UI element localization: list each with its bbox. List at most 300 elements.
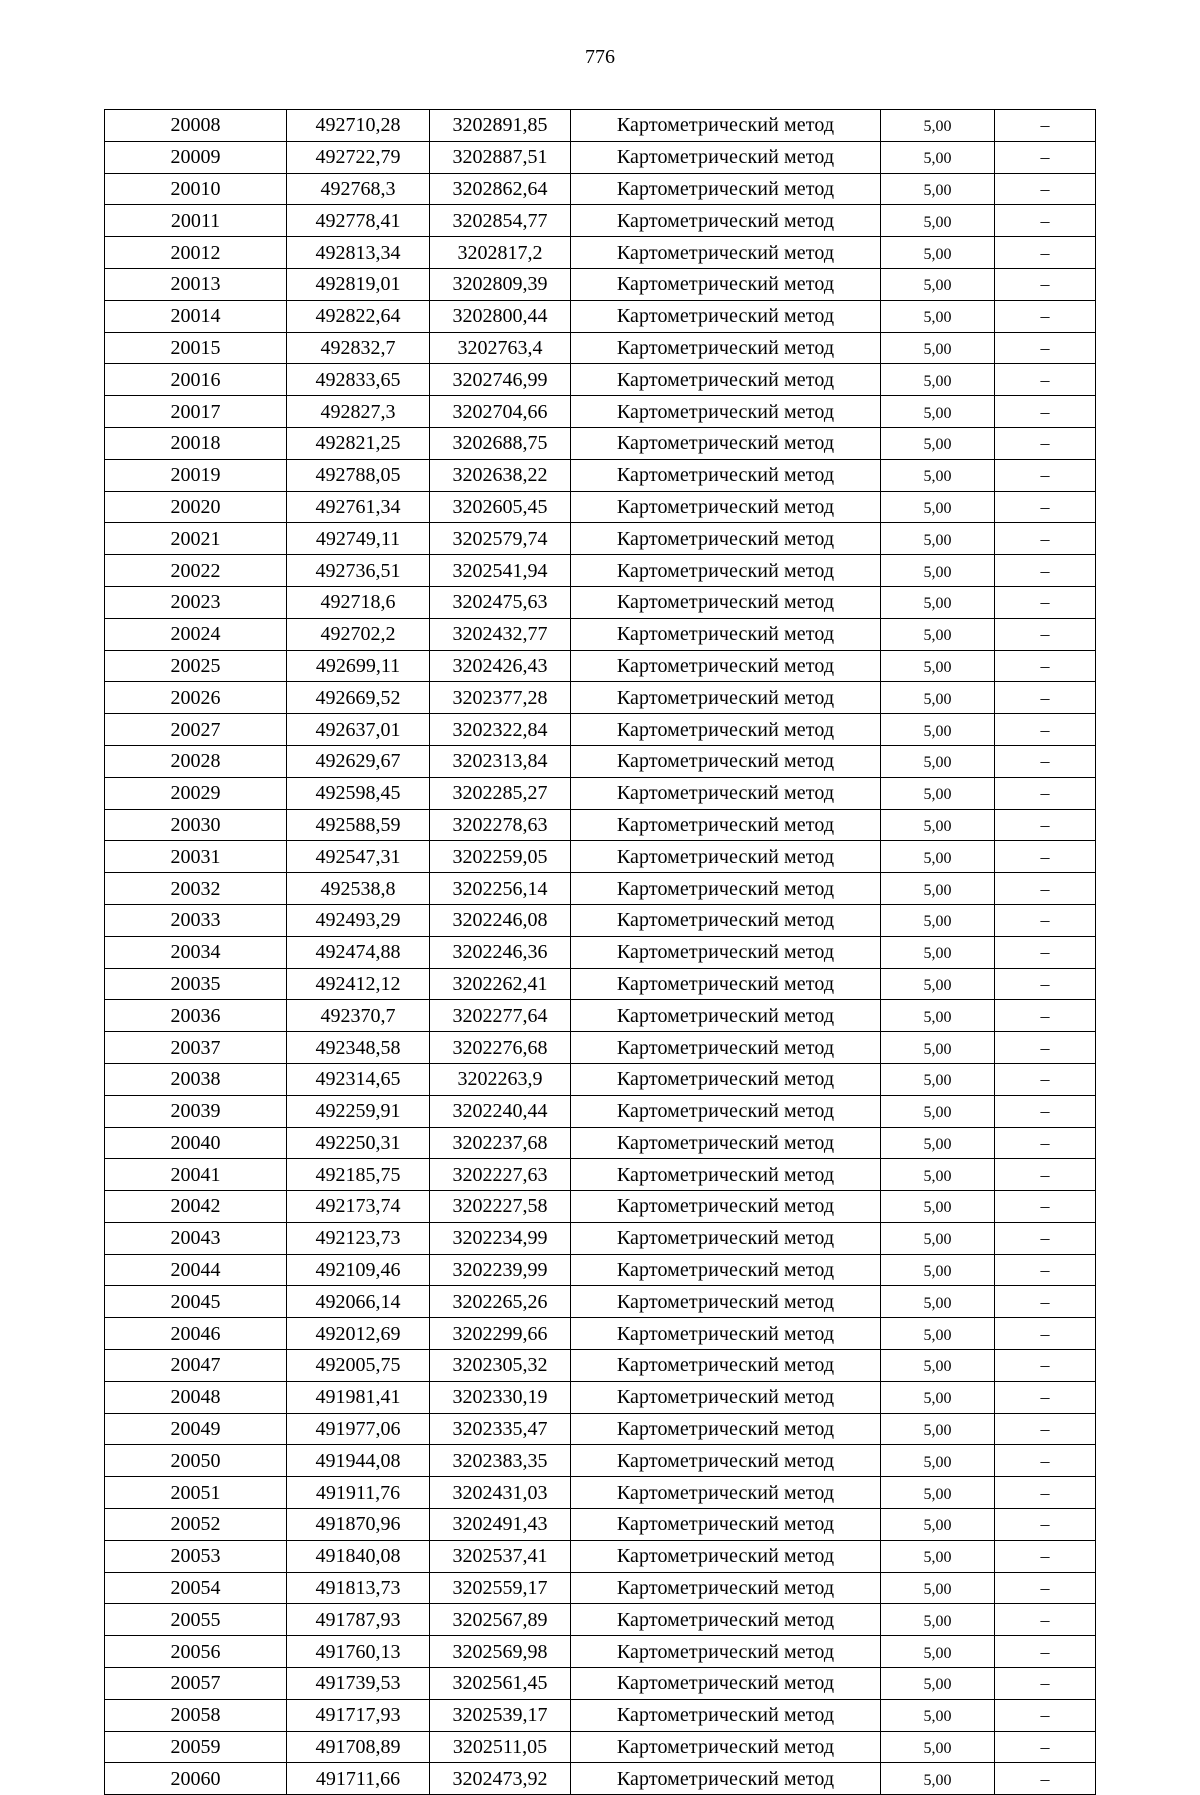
description-cell: – xyxy=(995,1350,1096,1382)
x-coordinate-cell: 492736,51 xyxy=(287,555,430,587)
method-cell: Картометрический метод xyxy=(571,618,881,650)
point-number-cell: 20044 xyxy=(105,1254,287,1286)
method-cell: Картометрический метод xyxy=(571,364,881,396)
table-row xyxy=(105,1381,1096,1413)
y-coordinate-cell: 3202605,45 xyxy=(430,491,571,523)
x-coordinate-cell: 492547,31 xyxy=(287,841,430,873)
description-cell: – xyxy=(995,809,1096,841)
y-coordinate-cell: 3202638,22 xyxy=(430,459,571,491)
y-coordinate-cell: 3202299,66 xyxy=(430,1318,571,1350)
table-row xyxy=(105,968,1096,1000)
table-row xyxy=(105,1731,1096,1763)
method-cell: Картометрический метод xyxy=(571,777,881,809)
method-cell: Картометрический метод xyxy=(571,205,881,237)
table-row xyxy=(105,1063,1096,1095)
method-cell: Картометрический метод xyxy=(571,427,881,459)
accuracy-cell: 5,00 xyxy=(881,968,995,1000)
y-coordinate-cell: 3202335,47 xyxy=(430,1413,571,1445)
point-number-cell: 20040 xyxy=(105,1127,287,1159)
point-number-cell: 20019 xyxy=(105,459,287,491)
x-coordinate-cell: 492629,67 xyxy=(287,745,430,777)
table-body xyxy=(105,110,1096,1795)
description-cell: – xyxy=(995,1413,1096,1445)
y-coordinate-cell: 3202561,45 xyxy=(430,1668,571,1700)
accuracy-cell: 5,00 xyxy=(881,809,995,841)
table-row xyxy=(105,1286,1096,1318)
accuracy-cell: 5,00 xyxy=(881,650,995,682)
point-number-cell: 20030 xyxy=(105,809,287,841)
y-coordinate-cell: 3202256,14 xyxy=(430,873,571,905)
description-cell: – xyxy=(995,1095,1096,1127)
table-row xyxy=(105,364,1096,396)
x-coordinate-cell: 491711,66 xyxy=(287,1763,430,1795)
accuracy-cell: 5,00 xyxy=(881,745,995,777)
description-cell: – xyxy=(995,1318,1096,1350)
point-number-cell: 20028 xyxy=(105,745,287,777)
method-cell: Картометрический метод xyxy=(571,968,881,1000)
x-coordinate-cell: 492761,34 xyxy=(287,491,430,523)
accuracy-cell: 5,00 xyxy=(881,1318,995,1350)
table-row xyxy=(105,555,1096,587)
accuracy-cell: 5,00 xyxy=(881,1604,995,1636)
x-coordinate-cell: 492813,34 xyxy=(287,237,430,269)
accuracy-cell: 5,00 xyxy=(881,1000,995,1032)
x-coordinate-cell: 491739,53 xyxy=(287,1668,430,1700)
method-cell: Картометрический метод xyxy=(571,1413,881,1445)
table-row xyxy=(105,110,1096,142)
description-cell: – xyxy=(995,1477,1096,1509)
point-number-cell: 20042 xyxy=(105,1191,287,1223)
point-number-cell: 20035 xyxy=(105,968,287,1000)
point-number-cell: 20017 xyxy=(105,396,287,428)
method-cell: Картометрический метод xyxy=(571,1318,881,1350)
method-cell: Картометрический метод xyxy=(571,873,881,905)
y-coordinate-cell: 3202377,28 xyxy=(430,682,571,714)
x-coordinate-cell: 492699,11 xyxy=(287,650,430,682)
accuracy-cell: 5,00 xyxy=(881,141,995,173)
table-row xyxy=(105,1095,1096,1127)
point-number-cell: 20057 xyxy=(105,1668,287,1700)
x-coordinate-cell: 492185,75 xyxy=(287,1159,430,1191)
accuracy-cell: 5,00 xyxy=(881,491,995,523)
x-coordinate-cell: 492412,12 xyxy=(287,968,430,1000)
table-row xyxy=(105,300,1096,332)
y-coordinate-cell: 3202431,03 xyxy=(430,1477,571,1509)
point-number-cell: 20037 xyxy=(105,1032,287,1064)
point-number-cell: 20054 xyxy=(105,1572,287,1604)
method-cell: Картометрический метод xyxy=(571,1509,881,1541)
table-row xyxy=(105,714,1096,746)
y-coordinate-cell: 3202800,44 xyxy=(430,300,571,332)
point-number-cell: 20029 xyxy=(105,777,287,809)
description-cell: – xyxy=(995,141,1096,173)
method-cell: Картометрический метод xyxy=(571,1222,881,1254)
x-coordinate-cell: 492702,2 xyxy=(287,618,430,650)
table-row xyxy=(105,1699,1096,1731)
accuracy-cell: 5,00 xyxy=(881,777,995,809)
y-coordinate-cell: 3202491,43 xyxy=(430,1509,571,1541)
table-row xyxy=(105,141,1096,173)
method-cell: Картометрический метод xyxy=(571,809,881,841)
x-coordinate-cell: 492749,11 xyxy=(287,523,430,555)
y-coordinate-cell: 3202746,99 xyxy=(430,364,571,396)
x-coordinate-cell: 492538,8 xyxy=(287,873,430,905)
y-coordinate-cell: 3202240,44 xyxy=(430,1095,571,1127)
accuracy-cell: 5,00 xyxy=(881,1095,995,1127)
table-row xyxy=(105,1350,1096,1382)
y-coordinate-cell: 3202559,17 xyxy=(430,1572,571,1604)
accuracy-cell: 5,00 xyxy=(881,555,995,587)
x-coordinate-cell: 492788,05 xyxy=(287,459,430,491)
y-coordinate-cell: 3202539,17 xyxy=(430,1699,571,1731)
y-coordinate-cell: 3202259,05 xyxy=(430,841,571,873)
table-row xyxy=(105,904,1096,936)
accuracy-cell: 5,00 xyxy=(881,1127,995,1159)
table-row xyxy=(105,332,1096,364)
point-number-cell: 20051 xyxy=(105,1477,287,1509)
table-row xyxy=(105,873,1096,905)
y-coordinate-cell: 3202426,43 xyxy=(430,650,571,682)
table-row xyxy=(105,1222,1096,1254)
y-coordinate-cell: 3202704,66 xyxy=(430,396,571,428)
table-row xyxy=(105,173,1096,205)
point-number-cell: 20049 xyxy=(105,1413,287,1445)
accuracy-cell: 5,00 xyxy=(881,714,995,746)
point-number-cell: 20016 xyxy=(105,364,287,396)
y-coordinate-cell: 3202541,94 xyxy=(430,555,571,587)
x-coordinate-cell: 492669,52 xyxy=(287,682,430,714)
point-number-cell: 20052 xyxy=(105,1509,287,1541)
y-coordinate-cell: 3202285,27 xyxy=(430,777,571,809)
y-coordinate-cell: 3202763,4 xyxy=(430,332,571,364)
table-row xyxy=(105,1032,1096,1064)
accuracy-cell: 5,00 xyxy=(881,1668,995,1700)
method-cell: Картометрический метод xyxy=(571,300,881,332)
accuracy-cell: 5,00 xyxy=(881,173,995,205)
y-coordinate-cell: 3202305,32 xyxy=(430,1350,571,1382)
description-cell: – xyxy=(995,459,1096,491)
table-row xyxy=(105,1540,1096,1572)
point-number-cell: 20014 xyxy=(105,300,287,332)
y-coordinate-cell: 3202567,89 xyxy=(430,1604,571,1636)
method-cell: Картометрический метод xyxy=(571,1540,881,1572)
point-number-cell: 20059 xyxy=(105,1731,287,1763)
description-cell: – xyxy=(995,1381,1096,1413)
x-coordinate-cell: 492370,7 xyxy=(287,1000,430,1032)
description-cell: – xyxy=(995,968,1096,1000)
accuracy-cell: 5,00 xyxy=(881,1477,995,1509)
point-number-cell: 20038 xyxy=(105,1063,287,1095)
accuracy-cell: 5,00 xyxy=(881,459,995,491)
table-row xyxy=(105,491,1096,523)
y-coordinate-cell: 3202862,64 xyxy=(430,173,571,205)
description-cell: – xyxy=(995,491,1096,523)
y-coordinate-cell: 3202246,08 xyxy=(430,904,571,936)
x-coordinate-cell: 491981,41 xyxy=(287,1381,430,1413)
point-number-cell: 20060 xyxy=(105,1763,287,1795)
point-number-cell: 20055 xyxy=(105,1604,287,1636)
point-number-cell: 20025 xyxy=(105,650,287,682)
point-number-cell: 20022 xyxy=(105,555,287,587)
method-cell: Картометрический метод xyxy=(571,1000,881,1032)
description-cell: – xyxy=(995,1763,1096,1795)
table-row xyxy=(105,682,1096,714)
table-row xyxy=(105,1413,1096,1445)
description-cell: – xyxy=(995,427,1096,459)
description-cell: – xyxy=(995,1127,1096,1159)
y-coordinate-cell: 3202227,58 xyxy=(430,1191,571,1223)
point-number-cell: 20056 xyxy=(105,1636,287,1668)
x-coordinate-cell: 492722,79 xyxy=(287,141,430,173)
accuracy-cell: 5,00 xyxy=(881,936,995,968)
y-coordinate-cell: 3202277,64 xyxy=(430,1000,571,1032)
y-coordinate-cell: 3202569,98 xyxy=(430,1636,571,1668)
method-cell: Картометрический метод xyxy=(571,173,881,205)
description-cell: – xyxy=(995,300,1096,332)
y-coordinate-cell: 3202809,39 xyxy=(430,268,571,300)
accuracy-cell: 5,00 xyxy=(881,1540,995,1572)
description-cell: – xyxy=(995,332,1096,364)
description-cell: – xyxy=(995,777,1096,809)
method-cell: Картометрический метод xyxy=(571,1381,881,1413)
accuracy-cell: 5,00 xyxy=(881,1159,995,1191)
description-cell: – xyxy=(995,1445,1096,1477)
accuracy-cell: 5,00 xyxy=(881,364,995,396)
table-row xyxy=(105,523,1096,555)
table-row xyxy=(105,1318,1096,1350)
method-cell: Картометрический метод xyxy=(571,268,881,300)
accuracy-cell: 5,00 xyxy=(881,332,995,364)
y-coordinate-cell: 3202854,77 xyxy=(430,205,571,237)
method-cell: Картометрический метод xyxy=(571,586,881,618)
method-cell: Картометрический метод xyxy=(571,936,881,968)
method-cell: Картометрический метод xyxy=(571,1191,881,1223)
point-number-cell: 20033 xyxy=(105,904,287,936)
description-cell: – xyxy=(995,173,1096,205)
description-cell: – xyxy=(995,1063,1096,1095)
point-number-cell: 20032 xyxy=(105,873,287,905)
table-row xyxy=(105,1572,1096,1604)
method-cell: Картометрический метод xyxy=(571,332,881,364)
y-coordinate-cell: 3202263,9 xyxy=(430,1063,571,1095)
table-row xyxy=(105,841,1096,873)
method-cell: Картометрический метод xyxy=(571,714,881,746)
accuracy-cell: 5,00 xyxy=(881,268,995,300)
x-coordinate-cell: 491944,08 xyxy=(287,1445,430,1477)
point-number-cell: 20011 xyxy=(105,205,287,237)
accuracy-cell: 5,00 xyxy=(881,682,995,714)
description-cell: – xyxy=(995,714,1096,746)
x-coordinate-cell: 492822,64 xyxy=(287,300,430,332)
point-number-cell: 20021 xyxy=(105,523,287,555)
description-cell: – xyxy=(995,1509,1096,1541)
x-coordinate-cell: 492012,69 xyxy=(287,1318,430,1350)
table-row xyxy=(105,777,1096,809)
method-cell: Картометрический метод xyxy=(571,841,881,873)
page-number: 776 xyxy=(585,46,615,68)
accuracy-cell: 5,00 xyxy=(881,1222,995,1254)
point-number-cell: 20046 xyxy=(105,1318,287,1350)
point-number-cell: 20026 xyxy=(105,682,287,714)
accuracy-cell: 5,00 xyxy=(881,110,995,142)
point-number-cell: 20050 xyxy=(105,1445,287,1477)
description-cell: – xyxy=(995,745,1096,777)
accuracy-cell: 5,00 xyxy=(881,1731,995,1763)
point-number-cell: 20047 xyxy=(105,1350,287,1382)
description-cell: – xyxy=(995,268,1096,300)
description-cell: – xyxy=(995,1540,1096,1572)
description-cell: – xyxy=(995,873,1096,905)
accuracy-cell: 5,00 xyxy=(881,618,995,650)
x-coordinate-cell: 492493,29 xyxy=(287,904,430,936)
table-row xyxy=(105,618,1096,650)
accuracy-cell: 5,00 xyxy=(881,873,995,905)
point-number-cell: 20043 xyxy=(105,1222,287,1254)
description-cell: – xyxy=(995,682,1096,714)
x-coordinate-cell: 492588,59 xyxy=(287,809,430,841)
accuracy-cell: 5,00 xyxy=(881,205,995,237)
accuracy-cell: 5,00 xyxy=(881,1699,995,1731)
description-cell: – xyxy=(995,1191,1096,1223)
y-coordinate-cell: 3202237,68 xyxy=(430,1127,571,1159)
method-cell: Картометрический метод xyxy=(571,1477,881,1509)
x-coordinate-cell: 492314,65 xyxy=(287,1063,430,1095)
coordinates-table xyxy=(104,109,1096,1795)
table-row xyxy=(105,268,1096,300)
y-coordinate-cell: 3202278,63 xyxy=(430,809,571,841)
point-number-cell: 20009 xyxy=(105,141,287,173)
method-cell: Картометрический метод xyxy=(571,904,881,936)
y-coordinate-cell: 3202688,75 xyxy=(430,427,571,459)
y-coordinate-cell: 3202432,77 xyxy=(430,618,571,650)
accuracy-cell: 5,00 xyxy=(881,904,995,936)
method-cell: Картометрический метод xyxy=(571,1032,881,1064)
y-coordinate-cell: 3202227,63 xyxy=(430,1159,571,1191)
description-cell: – xyxy=(995,650,1096,682)
method-cell: Картометрический метод xyxy=(571,1445,881,1477)
method-cell: Картометрический метод xyxy=(571,141,881,173)
accuracy-cell: 5,00 xyxy=(881,1063,995,1095)
x-coordinate-cell: 492123,73 xyxy=(287,1222,430,1254)
y-coordinate-cell: 3202262,41 xyxy=(430,968,571,1000)
table-row xyxy=(105,745,1096,777)
method-cell: Картометрический метод xyxy=(571,1668,881,1700)
point-number-cell: 20008 xyxy=(105,110,287,142)
accuracy-cell: 5,00 xyxy=(881,1413,995,1445)
description-cell: – xyxy=(995,1032,1096,1064)
accuracy-cell: 5,00 xyxy=(881,1509,995,1541)
table-row xyxy=(105,396,1096,428)
description-cell: – xyxy=(995,396,1096,428)
description-cell: – xyxy=(995,523,1096,555)
x-coordinate-cell: 492718,6 xyxy=(287,586,430,618)
table-row xyxy=(105,809,1096,841)
x-coordinate-cell: 492637,01 xyxy=(287,714,430,746)
method-cell: Картометрический метод xyxy=(571,1636,881,1668)
y-coordinate-cell: 3202383,35 xyxy=(430,1445,571,1477)
point-number-cell: 20034 xyxy=(105,936,287,968)
x-coordinate-cell: 491760,13 xyxy=(287,1636,430,1668)
x-coordinate-cell: 492821,25 xyxy=(287,427,430,459)
description-cell: – xyxy=(995,555,1096,587)
point-number-cell: 20048 xyxy=(105,1381,287,1413)
description-cell: – xyxy=(995,904,1096,936)
description-cell: – xyxy=(995,841,1096,873)
table-row xyxy=(105,1636,1096,1668)
method-cell: Картометрический метод xyxy=(571,1063,881,1095)
description-cell: – xyxy=(995,1668,1096,1700)
y-coordinate-cell: 3202817,2 xyxy=(430,237,571,269)
x-coordinate-cell: 492832,7 xyxy=(287,332,430,364)
description-cell: – xyxy=(995,1636,1096,1668)
y-coordinate-cell: 3202276,68 xyxy=(430,1032,571,1064)
method-cell: Картометрический метод xyxy=(571,682,881,714)
description-cell: – xyxy=(995,618,1096,650)
table-row xyxy=(105,1127,1096,1159)
accuracy-cell: 5,00 xyxy=(881,1445,995,1477)
method-cell: Картометрический метод xyxy=(571,1254,881,1286)
table-row xyxy=(105,237,1096,269)
method-cell: Картометрический метод xyxy=(571,1731,881,1763)
accuracy-cell: 5,00 xyxy=(881,1636,995,1668)
description-cell: – xyxy=(995,237,1096,269)
table-row xyxy=(105,205,1096,237)
accuracy-cell: 5,00 xyxy=(881,1032,995,1064)
x-coordinate-cell: 491813,73 xyxy=(287,1572,430,1604)
method-cell: Картометрический метод xyxy=(571,1095,881,1127)
x-coordinate-cell: 491977,06 xyxy=(287,1413,430,1445)
table-row xyxy=(105,650,1096,682)
accuracy-cell: 5,00 xyxy=(881,1763,995,1795)
y-coordinate-cell: 3202246,36 xyxy=(430,936,571,968)
table-row xyxy=(105,1254,1096,1286)
accuracy-cell: 5,00 xyxy=(881,1572,995,1604)
x-coordinate-cell: 491840,08 xyxy=(287,1540,430,1572)
description-cell: – xyxy=(995,1000,1096,1032)
accuracy-cell: 5,00 xyxy=(881,586,995,618)
table-row xyxy=(105,936,1096,968)
description-cell: – xyxy=(995,1254,1096,1286)
table-row xyxy=(105,1159,1096,1191)
point-number-cell: 20010 xyxy=(105,173,287,205)
accuracy-cell: 5,00 xyxy=(881,1350,995,1382)
method-cell: Картометрический метод xyxy=(571,745,881,777)
accuracy-cell: 5,00 xyxy=(881,1254,995,1286)
table-row xyxy=(105,1763,1096,1795)
accuracy-cell: 5,00 xyxy=(881,427,995,459)
x-coordinate-cell: 491708,89 xyxy=(287,1731,430,1763)
table-row xyxy=(105,427,1096,459)
description-cell: – xyxy=(995,936,1096,968)
x-coordinate-cell: 492598,45 xyxy=(287,777,430,809)
accuracy-cell: 5,00 xyxy=(881,396,995,428)
table-row xyxy=(105,1477,1096,1509)
x-coordinate-cell: 492710,28 xyxy=(287,110,430,142)
x-coordinate-cell: 492474,88 xyxy=(287,936,430,968)
x-coordinate-cell: 492173,74 xyxy=(287,1191,430,1223)
x-coordinate-cell: 492109,46 xyxy=(287,1254,430,1286)
description-cell: – xyxy=(995,1731,1096,1763)
y-coordinate-cell: 3202887,51 xyxy=(430,141,571,173)
point-number-cell: 20053 xyxy=(105,1540,287,1572)
x-coordinate-cell: 491911,76 xyxy=(287,1477,430,1509)
point-number-cell: 20013 xyxy=(105,268,287,300)
x-coordinate-cell: 492348,58 xyxy=(287,1032,430,1064)
description-cell: – xyxy=(995,110,1096,142)
x-coordinate-cell: 491870,96 xyxy=(287,1509,430,1541)
x-coordinate-cell: 492833,65 xyxy=(287,364,430,396)
y-coordinate-cell: 3202475,63 xyxy=(430,586,571,618)
